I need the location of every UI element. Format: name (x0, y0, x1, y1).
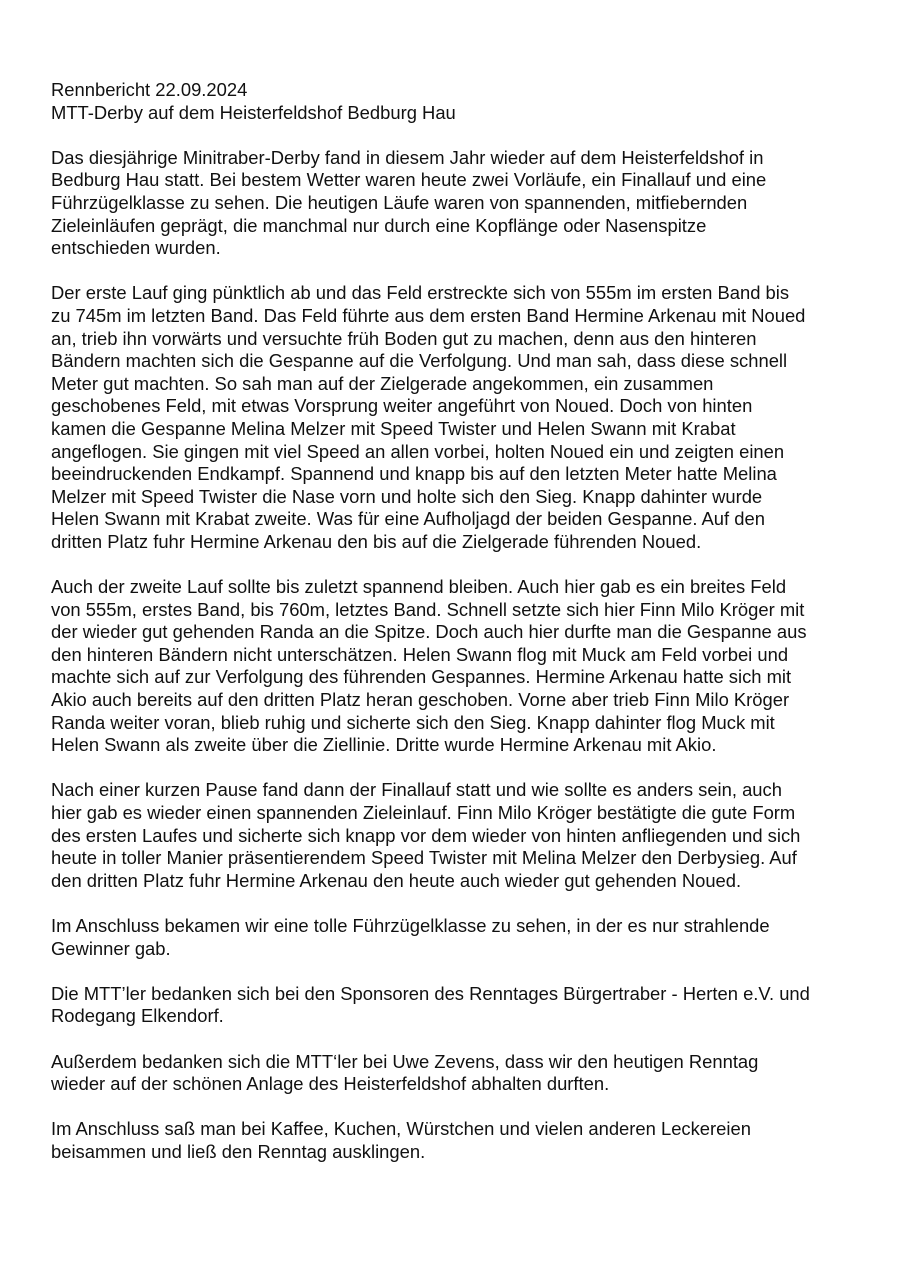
paragraph-line: Die MTT’ler bedanken sich bei den Sponsoren des Renntages Bürgertraber - Herten e.V. und (51, 982, 810, 1004)
document-header (51, 79, 871, 124)
paragraph-5 (51, 915, 871, 960)
paragraph-line: Im Anschluss saß man bei Kaffee, Kuchen, Würstchen und vielen anderen Leckereien (51, 1118, 751, 1140)
paragraph-line: Gewinner gab. (51, 937, 171, 959)
paragraph-line: Melzer mit Speed Twister die Nase vorn und holte sich den Sieg. Knapp dahinter wurde (51, 485, 763, 507)
paragraph-line: Bändern machten sich die Gespanne auf die Verfolgung. Und man sah, dass diese schnell (51, 350, 788, 372)
paragraph-line: machte sich auf zur Verfolgung des führenden Gespannes. Hermine Arkenau hatte sich mit (51, 666, 792, 688)
paragraph-line: wieder auf der schönen Anlage des Heisterfeldshof abhalten durften. (51, 1073, 610, 1095)
document-page (51, 79, 871, 1164)
paragraph-line: Akio auch bereits auf den dritten Platz heran geschoben. Vorne aber trieb Finn Milo Kröger (51, 689, 790, 711)
paragraph-line: hier gab es wieder einen spannenden Zieleinlauf. Finn Milo Kröger bestätigte die gute Form (51, 802, 796, 823)
paragraph-line: entschieden wurden. (51, 237, 221, 259)
paragraph-line: dritten Platz fuhr Hermine Arkenau den bis auf die Zielgerade führenden Noued. (51, 530, 702, 552)
paragraph-line: des ersten Laufes und sicherte sich knapp vor dem wieder von hinten anfliegenden und sich (51, 824, 801, 846)
paragraph-line: Randa weiter voran, blieb ruhig und sicherte sich den Sieg. Knapp dahinter flog Muck mit (51, 711, 775, 733)
paragraph-line: den dritten Platz fuhr Hermine Arkenau den heute auch wieder gut gehenden Noued. (51, 869, 742, 891)
paragraph-line: kamen die Gespanne Melina Melzer mit Speed Twister und Helen Swann mit Krabat (51, 417, 736, 439)
paragraph-line: an, trieb ihn vorwärts und versuchte früh Boden gut zu machen, denn aus den hinteren (51, 327, 757, 349)
paragraph-line: Bedburg Hau statt. Bei bestem Wetter waren heute zwei Vorläufe, ein Finallauf und eine (51, 169, 767, 191)
paragraph-line: von 555m, erstes Band, bis 760m, letztes Band. Schnell setzte sich hier Finn Milo Kröger mit (51, 598, 805, 620)
paragraph-line: Nach einer kurzen Pause fand dann der Finallauf statt und wie sollte es anders sein, auch (51, 779, 782, 801)
paragraph-line: beisammen und ließ den Renntag ausklingen. (51, 1140, 426, 1162)
paragraph-line: Der erste Lauf ging pünktlich ab und das Feld erstreckte sich von 555m im ersten Band bis (51, 282, 790, 304)
event-title: MTT-Derby auf dem Heisterfeldshof Bedburg Hau (51, 101, 456, 123)
paragraph-line: Außerdem bedanken sich die MTT‘ler bei Uwe Zevens, dass wir den heutigen Renntag (51, 1050, 759, 1072)
paragraph-line: Im Anschluss bekamen wir eine tolle Führzügelklasse zu sehen, in der es nur strahlende (51, 914, 770, 936)
paragraph-line: Auch der zweite Lauf sollte bis zuletzt spannend bleiben. Auch hier gab es ein breites Feld (51, 576, 787, 598)
paragraph-2 (51, 282, 871, 553)
paragraph-4 (51, 779, 871, 892)
paragraph-line: Helen Swann als zweite über die Ziellinie. Dritte wurde Hermine Arkenau mit Akio. (51, 734, 717, 756)
paragraph-line: Rodegang Elkendorf. (51, 1005, 224, 1027)
paragraph-line: Zieleinläufen geprägt, die manchmal nur durch eine Kopflänge oder Nasenspitze (51, 214, 707, 236)
paragraph-line: angeflogen. Sie gingen mit viel Speed an allen vorbei, holten Noued ein und zeigten einen (51, 440, 785, 462)
report-date-title: Rennbericht 22.09.2024 (51, 79, 248, 100)
paragraph-line: Das diesjährige Minitraber-Derby fand in diesem Jahr wieder auf dem Heisterfeldshof in (51, 146, 764, 168)
paragraph-line: geschobenes Feld, mit etwas Vorsprung weiter angeführt von Noued. Doch von hinten (51, 395, 753, 417)
paragraph-line: zu 745m im letzten Band. Das Feld führte aus dem ersten Band Hermine Arkenau mit Noued (51, 304, 806, 326)
paragraph-3 (51, 576, 871, 757)
paragraph-line: Führzügelklasse zu sehen. Die heutigen Läufe waren von spannenden, mitfiebernden (51, 191, 748, 213)
paragraph-line: heute in toller Manier präsentierendem Speed Twister mit Melina Melzer den Derbysieg. Auf (51, 847, 797, 869)
document-body (51, 147, 871, 1164)
paragraph-line: der wieder gut gehenden Randa an die Spitze. Doch auch hier durfte man die Gespanne aus (51, 621, 807, 643)
paragraph-7 (51, 1051, 871, 1096)
paragraph-line: Meter gut machten. So sah man auf der Zielgerade angekommen, ein zusammen (51, 372, 714, 394)
paragraph-line: beeindruckenden Endkampf. Spannend und knapp bis auf den letzten Meter hatte Melina (51, 463, 777, 485)
paragraph-6 (51, 983, 871, 1028)
paragraph-line: den hinteren Bändern nicht unterschätzen. Helen Swann flog mit Muck am Feld vorbei und (51, 643, 789, 665)
paragraph-1 (51, 147, 871, 260)
paragraph-8 (51, 1118, 871, 1163)
paragraph-line: Helen Swann mit Krabat zweite. Was für eine Aufholjagd der beiden Gespanne. Auf den (51, 508, 765, 530)
